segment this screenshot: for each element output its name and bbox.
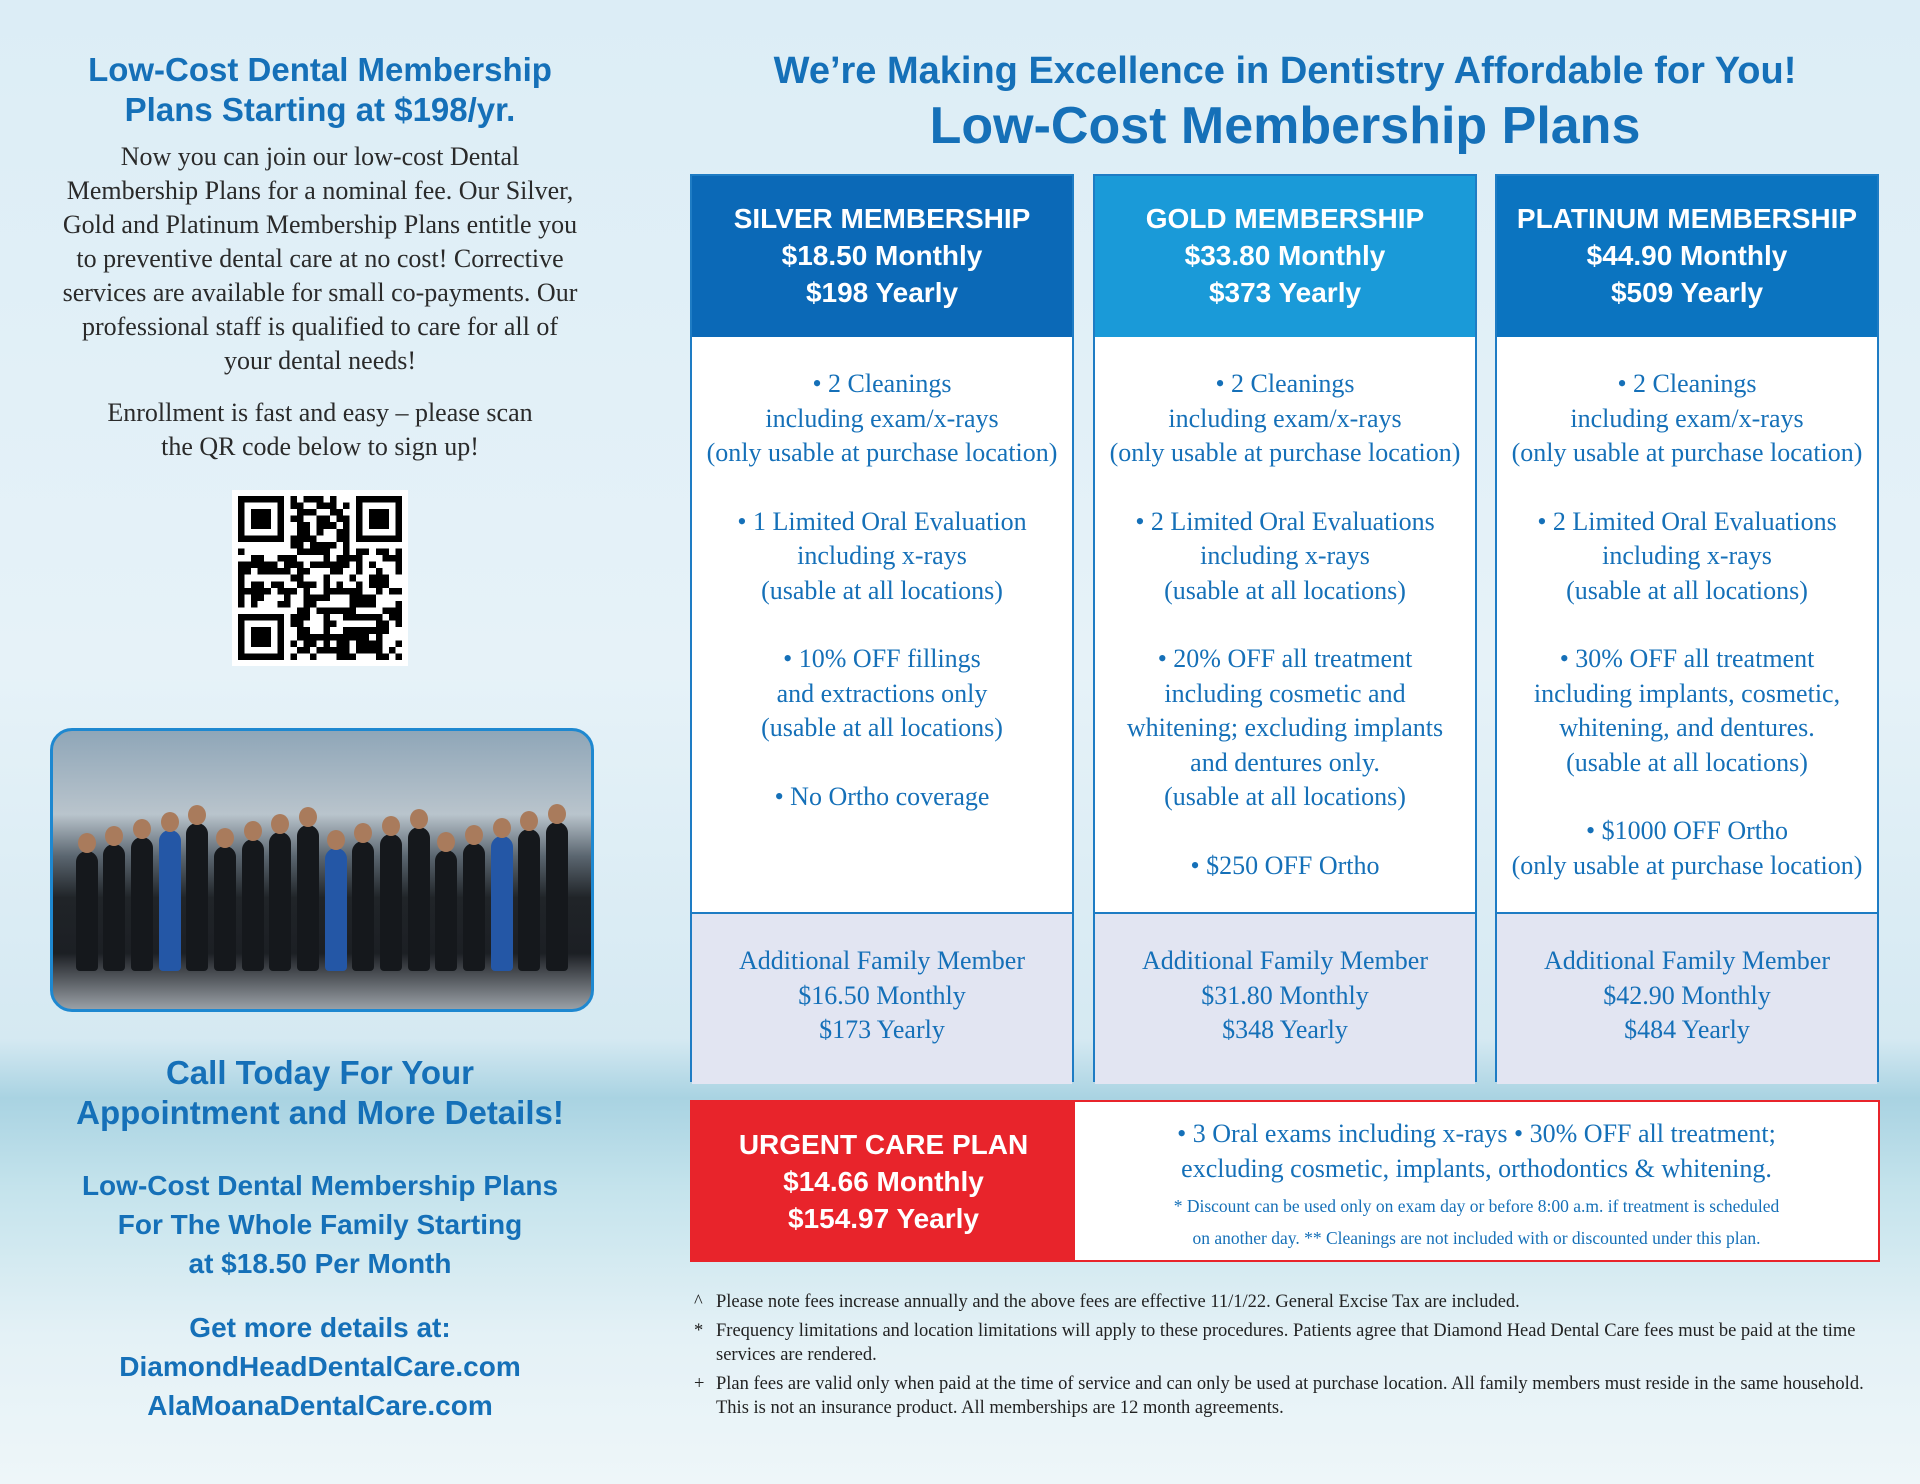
website-links: Get more details at: DiamondHeadDentalCare.com AlaMoanaDentalCare.com (50, 1308, 590, 1425)
person-figure (352, 841, 374, 971)
family-promo: Low-Cost Dental Membership Plans For The Whole Family Starting at $18.50 Per Month (81, 1170, 559, 1279)
plan-benefits (692, 337, 1072, 912)
person-figure (159, 830, 181, 971)
urgent-care-header: URGENT CARE PLAN $14.66 Monthly $154.97 Yearly (692, 1102, 1075, 1260)
website-link-alamoana[interactable]: AlaMoanaDentalCare.com (147, 1390, 493, 1421)
family-member-pricing: Additional Family Member $31.80 Monthly $348 Yearly (1095, 912, 1475, 1084)
benefit-item: • 2 Limited Oral Evaluations including x-rays (usable at all locations) (1135, 506, 1435, 605)
call-heading: Call Today For Your Appointment and More Details! (76, 1054, 564, 1131)
family-member-pricing: Additional Family Member $42.90 Monthly $484 Yearly (1497, 912, 1877, 1084)
person-figure (380, 834, 402, 971)
person-figure (325, 848, 347, 971)
plan-benefits (1497, 337, 1877, 912)
plan-header: PLATINUM MEMBERSHIP $44.90 Monthly $509 Yearly (1497, 176, 1877, 337)
benefit-item: • 2 Limited Oral Evaluations including x-rays (usable at all locations) (1537, 506, 1837, 605)
benefit-item: • 2 Cleanings including exam/x-rays (only usable at purchase location) (1109, 369, 1461, 467)
person-figure (103, 844, 125, 971)
person-figure (297, 825, 319, 971)
benefit-item: • $250 OFF Ortho (1190, 850, 1380, 880)
benefit-item: • 10% OFF fillings and extractions only (usable at all locations) (761, 644, 1003, 742)
person-figure (491, 836, 513, 971)
benefit-item: • 2 Cleanings including exam/x-rays (only usable at purchase location) (706, 369, 1058, 467)
plan-card-gold (1093, 174, 1477, 1082)
person-figure (269, 832, 291, 971)
person-figure (546, 822, 568, 971)
staff-photo (50, 728, 594, 1012)
benefit-item: • 2 Cleanings including exam/x-rays (only usable at purchase location) (1511, 369, 1863, 467)
plan-card-silver (690, 174, 1074, 1082)
enroll-text: Enrollment is fast and easy – please scan the QR code below to sign up! (107, 398, 533, 461)
person-figure (76, 851, 98, 971)
person-figure (435, 850, 457, 971)
benefit-item: • No Ortho coverage (774, 781, 990, 811)
person-figure (463, 843, 485, 971)
intro-text: Now you can join our low-cost Dental Membership Plans for a nominal fee. Our Silver, Gold and Platinum Membership Plans entitle you to preventive dental care at no cost! Corrective services are available for small co-payments. Our professional staff is qualified to care for all of your dental needs! (62, 142, 578, 375)
family-member-pricing: Additional Family Member $16.50 Monthly $173 Yearly (692, 912, 1072, 1084)
page-title: Low-Cost Membership Plans (929, 97, 1641, 155)
benefit-item: • 1 Limited Oral Evaluation including x-rays (usable at all locations) (737, 506, 1027, 605)
plan-header: SILVER MEMBERSHIP $18.50 Monthly $198 Yearly (692, 176, 1072, 337)
benefit-item: • 30% OFF all treatment including implants, cosmetic, whitening, and dentures. (usable at all locations) (1533, 644, 1841, 777)
page-subtitle: We’re Making Excellence in Dentistry Affordable for You! (773, 50, 1797, 92)
plan-header: GOLD MEMBERSHIP $33.80 Monthly $373 Yearly (1095, 176, 1475, 337)
person-figure (408, 827, 430, 971)
benefit-item: • $1000 OFF Ortho (only usable at purchase location) (1511, 816, 1863, 880)
footnotes: ^ Please note fees increase annually and the above fees are effective 11/1/22. General Excise Tax are included. * Frequency limitations and location limitations will apply to these procedures. Patients agree that Diamond Head Dental Care fees must be paid at the time services are rendered. + Plan fees are valid only when paid at the time of service and can only be used at purchase location. All family members must reside in the same household. This is not an insurance product. All memberships are 12 month agreements. (694, 1292, 1864, 1418)
qr-code[interactable] (232, 490, 408, 666)
plan-benefits (1095, 337, 1475, 912)
benefit-item: • 20% OFF all treatment including cosmetic and whitening; excluding implants and dentures only. (usable at all locations) (1126, 644, 1444, 811)
person-figure (242, 839, 264, 971)
person-figure (131, 837, 153, 971)
person-figure (214, 846, 236, 971)
website-link-diamondhead[interactable]: DiamondHeadDentalCare.com (119, 1351, 521, 1382)
plan-card-platinum (1495, 174, 1879, 1082)
person-figure (186, 823, 208, 971)
urgent-care-plan: URGENT CARE PLAN $14.66 Monthly $154.97 Yearly • 3 Oral exams including x-rays • 30% OFF all treatment; excluding cosmetic, implants, orthodontics & whitening. * Discount can be used only on exam day or before 8:00 a.m. if treatment is scheduled on another day. ** Cleanings are not included with or discounted under this plan. (690, 1100, 1880, 1262)
person-figure (518, 829, 540, 971)
left-heading: Low-Cost Dental Membership Plans Starting at $198/yr. (88, 51, 552, 128)
